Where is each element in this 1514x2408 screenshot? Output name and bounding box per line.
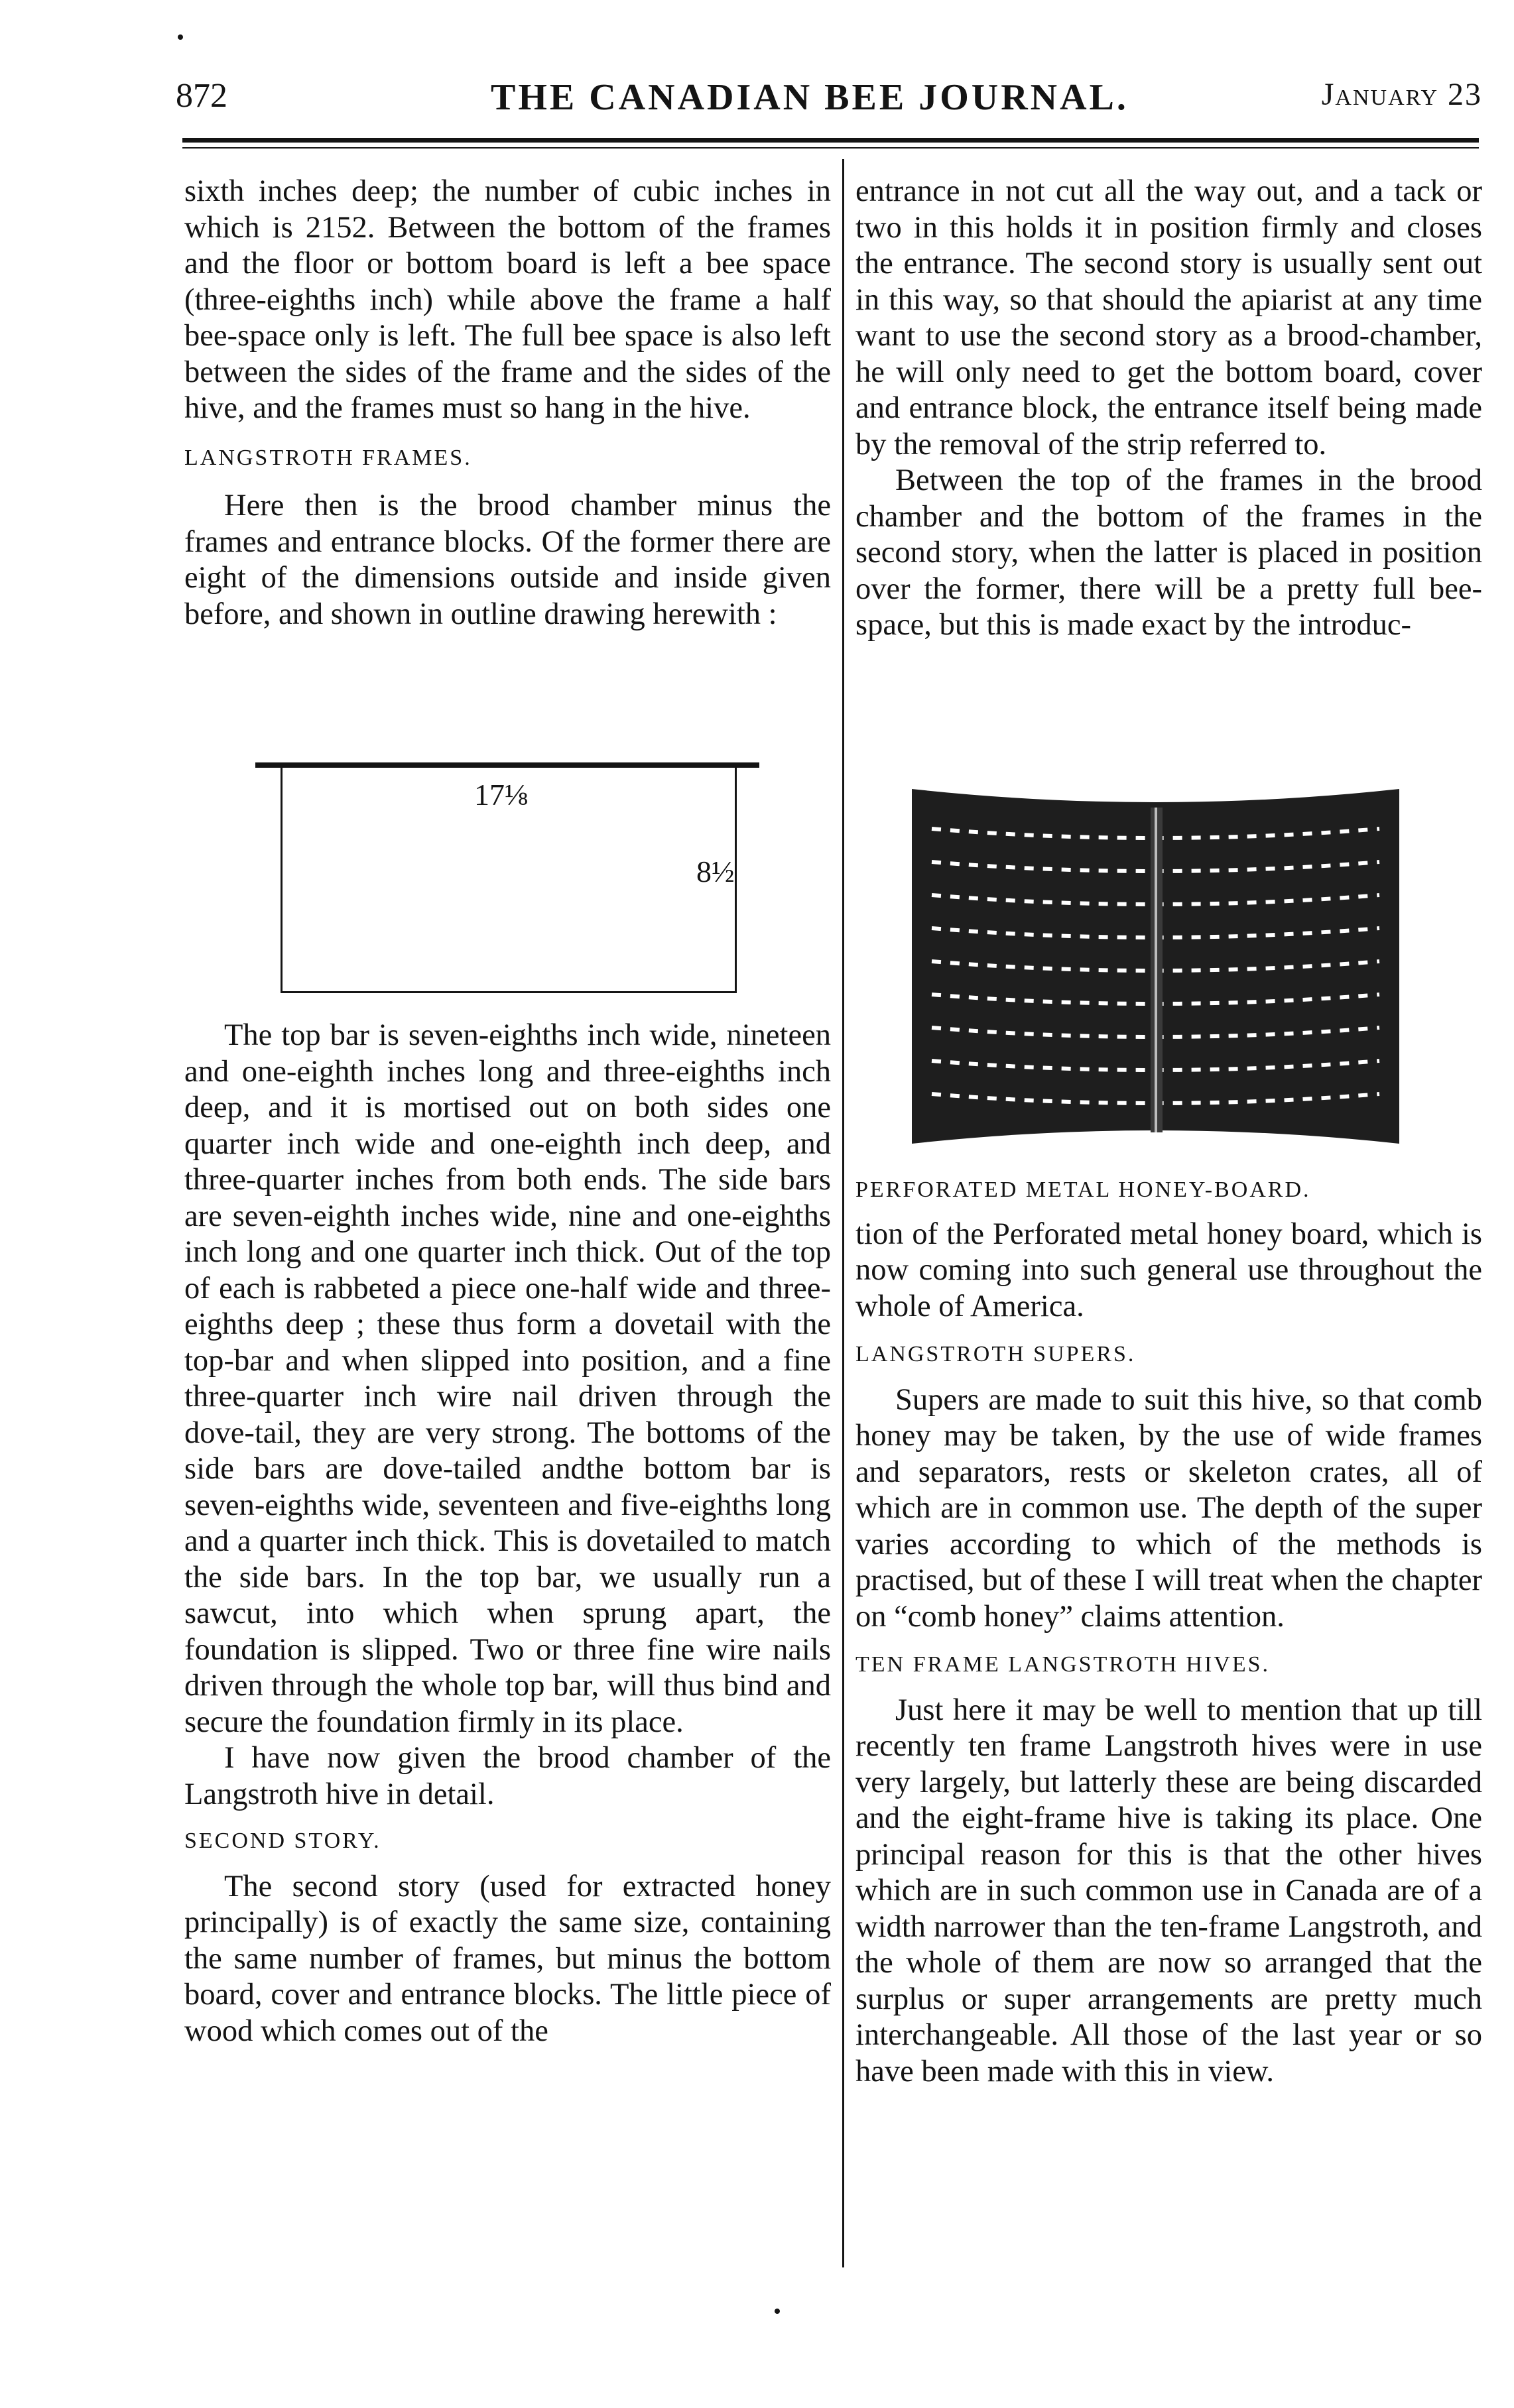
honey-board-illustration [912, 789, 1399, 1144]
issue-date: January 23 [1321, 77, 1482, 112]
heading-ten-frame-hives: TEN FRAME LANGSTROTH HIVES. [855, 1652, 1270, 1677]
print-speck [178, 34, 183, 40]
right-column-upper [855, 174, 1482, 644]
left-paragraph-1: sixth inches deep; the number of cubic inches in which is 2152. Between the bottom of the frames and the floor or bottom board is left a bee space (three-eighths inch) while above the frame a half bee-space only is left. The full bee space is also left between the sides of the frame and the sides of the hive, and the frames must so hang in the hive. [184, 174, 831, 425]
frame-depth-label: 8½ [696, 855, 735, 888]
right-paragraph-3: tion of the Perforated metal honey board, which is now coming into such general use throughout the whole of America. [855, 1217, 1482, 1323]
print-speck [775, 2309, 780, 2314]
honey-board-caption: PERFORATED METAL HONEY-BOARD. [855, 1177, 1311, 1202]
right-paragraph-4: Supers are made to suit this hive, so that comb honey may be taken, by the use of wide frames and separators, rests or skeleton crates, all of which are in common use. The depth of the super varies according to which of the methods is practised, but of these I will treat when the chapter on “comb honey” claims attention. [855, 1382, 1482, 1634]
left-paragraph-5: The second story (used for extracted honey principally) is of exactly the same size, containing the same number of frames, but minus the bottom board, cover and entrance blocks. The little piece of wood which comes out of the [184, 1869, 831, 2048]
right-paragraph-1: entrance in not cut all the way out, and a tack or two in this holds it in position firmly and closes the entrance. The second story is usually sent out in this way, so that should the apiarist at any time want to use the second story as a brood-chamber, he will only need to get the bottom board, cover and entrance block, the entrance itself being made by the removal of the strip referred to. [855, 174, 1482, 461]
frame-length-label: 17⅛ [474, 778, 528, 812]
right-paragraph-5: Just here it may be well to mention that up till recently ten frame Langstroth hives were in use very largely, but latterly these are being discarded and the eight-frame hive is taking its place. One principal reason for this is that the other hives which are in such common use in Canada are of a width narrower than the ten-frame Langstroth, and the whole of them are now so arranged that the surplus or super arrangements are pretty much interchangeable. All those of the last year or so have been made with this in view. [855, 1693, 1482, 2088]
page-number: 872 [176, 77, 227, 115]
left-paragraph-2: Here then is the brood chamber minus the frames and entrance blocks. Of the former there are eight of the dimensions outside and inside given before, and shown in outline drawing herewith : [184, 489, 831, 631]
header-rule-thin [182, 147, 1479, 149]
journal-title: THE CANADIAN BEE JOURNAL. [491, 77, 1129, 118]
frame-outline-drawing [255, 762, 759, 998]
frame-top-bar [255, 762, 759, 768]
header-rule-thick [182, 138, 1479, 143]
heading-langstroth-frames: LANGSTROTH FRAMES. [184, 445, 472, 470]
heading-second-story: SECOND STORY. [184, 1829, 381, 1853]
right-paragraph-2: Between the top of the frames in the brood chamber and the bottom of the frames in the second story, when the latter is placed in position over the former, there will be a pretty full bee-space, but this is made exact by the introduc- [855, 463, 1482, 642]
left-paragraph-4: I have now given the brood chamber of the Langstroth hive in detail. [184, 1741, 831, 1811]
left-column-upper [184, 174, 831, 632]
left-column-lower [184, 1018, 831, 2049]
heading-langstroth-supers: LANGSTROTH SUPERS. [855, 1342, 1136, 1366]
left-paragraph-3: The top bar is seven-eighths inch wide, nineteen and one-eighth inches long and three-eighths inch deep, and it is mortised out on both sides one quarter inch wide and one-eighth inch deep, and three-quarter inches from both ends. The side bars are seven-eighth inches wide, nine and one-eighths inch long and one quarter inch thick. Out of the top of each is rabbeted a piece one-half wide and three-eighths deep ; these thus form a dovetail with the top-bar and when slipped into position, and a fine three-quarter inch wire nail driven through the dove-tail, they are very strong. The bottoms of the side bars are dove-tailed andthe bottom bar is seven-eighths wide, seventeen and five-eighths long and a quarter inch thick. This is dovetailed to match the side bars. In the top bar, we usually run a sawcut, into which when sprung apart, the foundation is slipped. Two or three fine wire nails driven through the whole top bar, will thus bind and secure the foundation firmly in its place. [184, 1018, 831, 1739]
honey-board-engraving [912, 789, 1399, 1144]
right-column-lower [855, 1172, 1482, 2090]
page-header [176, 70, 1482, 129]
column-divider [842, 159, 844, 2267]
